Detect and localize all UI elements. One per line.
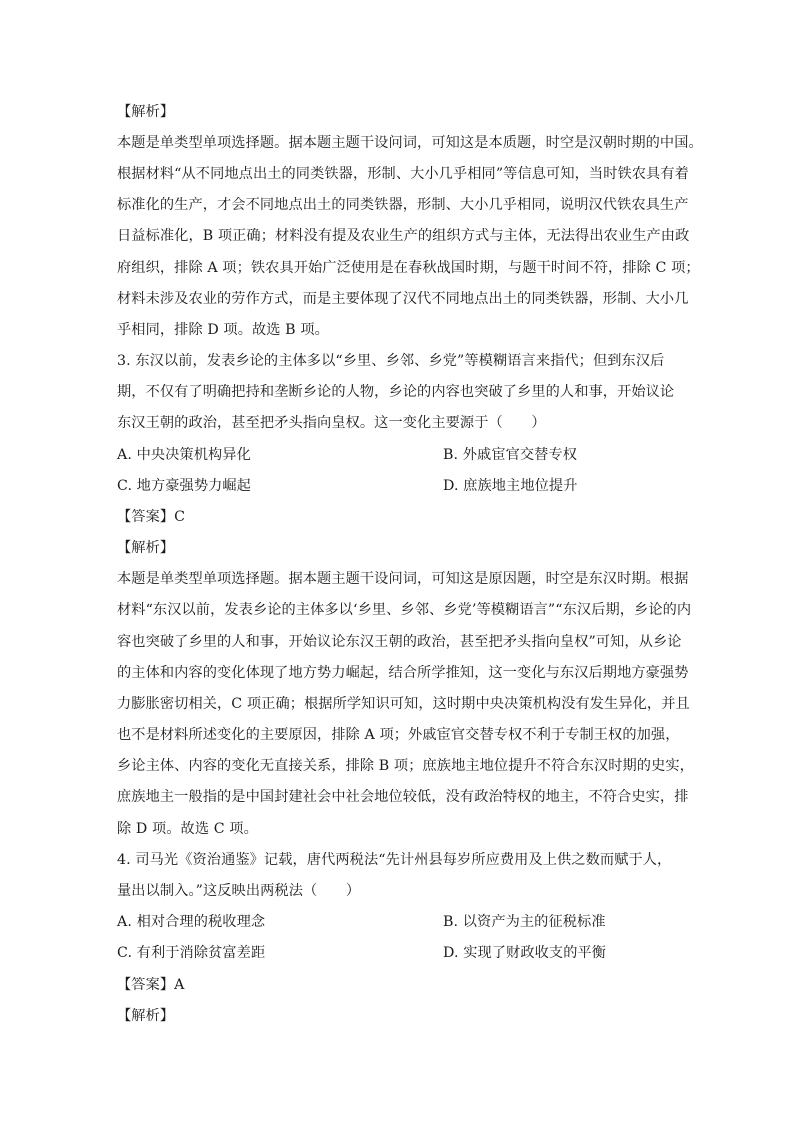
question-stem-line: 东汉王朝的政治，甚至把矛头指向皇权。这一变化主要源于（ ） <box>117 415 546 431</box>
analysis-heading: 【解析】 <box>117 540 175 556</box>
option-b: B. 以资产为主的征税标准 <box>443 914 606 930</box>
analysis-line: 的主体和内容的变化体现了地方势力崛起，结合所学推知，这一变化与东汉后期地方豪强势 <box>117 665 689 681</box>
analysis-heading: 【解析】 <box>117 1008 175 1024</box>
analysis-line: 也不是材料所述变化的主要原因，排除 A 项；外戚宦官交替专权不利于专制王权的加强， <box>117 727 680 743</box>
analysis-line: 容也突破了乡里的人和事，开始议论东汉王朝的政治，甚至把矛头指向皇权”可知，从乡论 <box>117 634 682 650</box>
analysis-line: 根据材料“从不同地点出土的同类铁器，形制、大小几乎相同”等信息可知，当时铁农具有着 <box>117 166 689 182</box>
answer-label: 【答案】A <box>117 977 185 993</box>
analysis-line: 除 D 项。故选 C 项。 <box>117 821 258 837</box>
analysis-line: 乡论主体、内容的变化无直接关系，排除 B 项；庶族地主地位提升不符合东汉时期的史实， <box>117 758 694 774</box>
option-d: D. 实现了财政收支的平衡 <box>443 945 607 961</box>
analysis-line: 乎相同，排除 D 项。故选 B 项。 <box>117 322 329 338</box>
analysis-line: 力膨胀密切相关，C 项正确；根据所学知识可知，这时期中央决策机构没有发生异化，并且 <box>117 696 690 712</box>
option-b: B. 外戚宦官交替专权 <box>443 447 578 463</box>
analysis-line: 本题是单类型单项选择题。据本题主题干设问词，可知这是本质题，时空是汉朝时期的中国。 <box>117 135 703 151</box>
analysis-line: 标准化的生产，才会不同地点出土的同类铁器，形制、大小几乎相同，说明汉代铁农具生产 <box>117 197 689 213</box>
option-a: A. 相对合理的税收理念 <box>117 914 266 930</box>
option-d: D. 庶族地主地位提升 <box>443 478 578 494</box>
answer-label: 【答案】C <box>117 509 186 525</box>
question-stem-line: 量出以制入。”这反映出两税法（ ） <box>117 883 361 899</box>
analysis-line: 府组织，排除 A 项；铁农具开始广泛使用是在春秋战国时期，与题干时间不符，排除 C 项； <box>117 260 700 276</box>
analysis-line: 材料未涉及农业的劳作方式，而是主要体现了汉代不同地点出土的同类铁器，形制、大小几 <box>117 291 689 307</box>
analysis-heading: 【解析】 <box>117 104 175 120</box>
analysis-line: 本题是单类型单项选择题。据本题主题干设问词，可知这是原因题，时空是东汉时期。根据 <box>117 571 689 587</box>
option-c: C. 地方豪强势力崛起 <box>117 478 251 494</box>
question-stem-line: 4. 司马光《资治通鉴》记载，唐代两税法“先计州县每岁所应费用及上供之数而赋于人， <box>117 852 672 868</box>
analysis-line: 日益标准化，B 项正确；材料没有提及农业生产的组织方式与主体，无法得出农业生产由政 <box>117 228 690 244</box>
question-stem-line: 3. 东汉以前，发表乡论的主体多以“乡里、乡邻、乡党”等模糊语言来指代；但到东汉后 <box>117 353 665 369</box>
option-a: A. 中央决策机构异化 <box>117 447 251 463</box>
analysis-line: 庶族地主一般指的是中国封建社会中社会地位较低，没有政治特权的地主，不符合史实，排 <box>117 789 689 805</box>
question-stem-line: 期，不仅有了明确把持和垄断乡论的人物，乡论的内容也突破了乡里的人和事，开始议论 <box>117 384 675 400</box>
option-c: C. 有利于消除贫富差距 <box>117 945 266 961</box>
analysis-line: 材料“东汉以前，发表乡论的主体多以‘乡里、乡邻、乡党’等模糊语言”“东汉后期，乡论的内 <box>117 602 692 618</box>
